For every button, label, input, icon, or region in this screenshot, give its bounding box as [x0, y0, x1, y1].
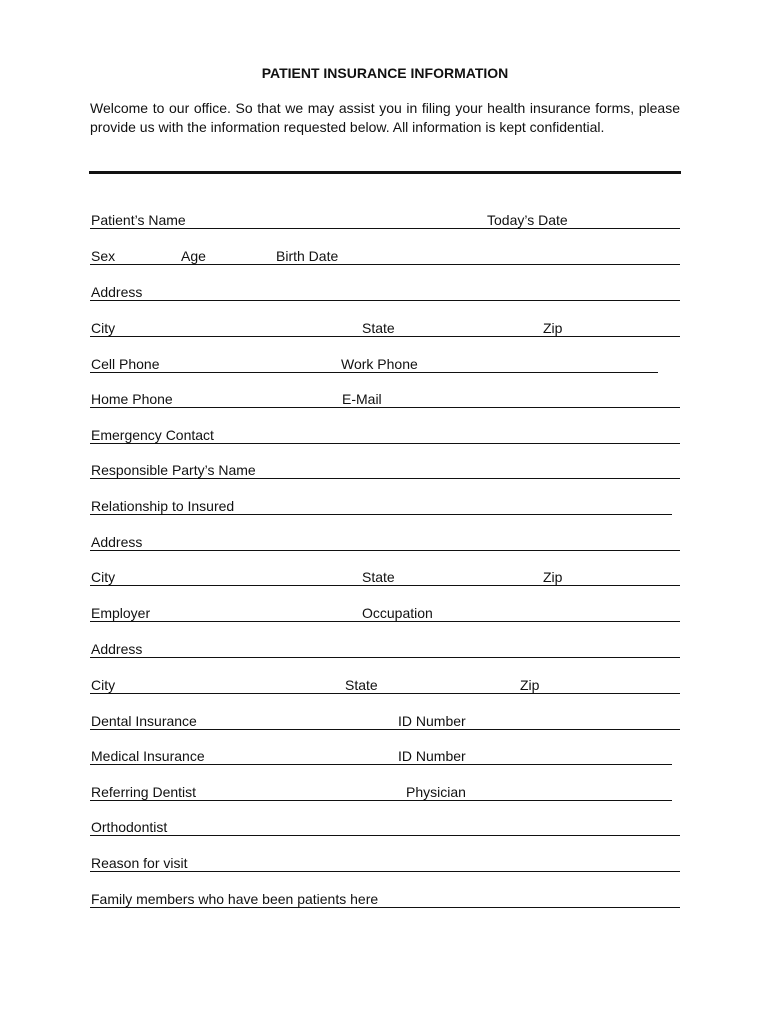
underline: [90, 550, 680, 551]
emergency-contact-row[interactable]: [90, 427, 680, 447]
underline: [90, 871, 680, 872]
responsible-party-label: Responsible Party’s Name: [91, 462, 256, 478]
relationship-row[interactable]: [90, 498, 672, 518]
address-row-2[interactable]: [90, 534, 680, 554]
underline: [90, 657, 680, 658]
state-label: State: [362, 569, 395, 585]
relationship-label: Relationship to Insured: [91, 498, 235, 514]
medical-insurance-row[interactable]: [90, 748, 672, 768]
address-label: Address: [91, 641, 143, 657]
city-label: City: [91, 569, 116, 585]
physician-label: Physician: [406, 784, 466, 800]
responsible-party-row[interactable]: [90, 462, 680, 482]
underline: [90, 585, 680, 586]
employer-label: Employer: [91, 605, 151, 621]
address-label: Address: [91, 534, 143, 550]
sex-label: Sex: [91, 248, 116, 264]
cell-work-phone-row[interactable]: [90, 356, 658, 376]
medical-insurance-label: Medical Insurance: [91, 748, 205, 764]
dental-insurance-label: Dental Insurance: [91, 713, 197, 729]
address-row-3[interactable]: [90, 641, 680, 661]
referring-dentist-label: Referring Dentist: [91, 784, 197, 800]
zip-label: Zip: [520, 677, 540, 693]
birth-date-label: Birth Date: [276, 248, 339, 264]
id-number-label: ID Number: [398, 748, 466, 764]
work-phone-label: Work Phone: [341, 356, 418, 372]
patient-name-row[interactable]: [90, 212, 680, 232]
underline: [90, 407, 680, 408]
employer-occupation-row[interactable]: [90, 605, 680, 625]
home-phone-label: Home Phone: [91, 391, 173, 407]
underline: [90, 907, 680, 908]
reason-for-visit-row[interactable]: [90, 855, 680, 875]
referring-dentist-row[interactable]: [90, 784, 672, 804]
state-label: State: [362, 320, 395, 336]
underline: [90, 835, 680, 836]
address-row[interactable]: [90, 284, 680, 304]
zip-label: Zip: [543, 320, 563, 336]
email-label: E-Mail: [342, 391, 382, 407]
orthodontist-row[interactable]: [90, 819, 680, 839]
underline: [90, 693, 680, 694]
state-label: State: [345, 677, 378, 693]
emergency-contact-label: Emergency Contact: [91, 427, 214, 443]
dental-insurance-row[interactable]: [90, 713, 680, 733]
underline: [90, 478, 680, 479]
family-members-row[interactable]: [90, 891, 680, 911]
underline: [90, 372, 658, 373]
underline: [90, 264, 680, 265]
underline: [90, 514, 672, 515]
underline: [90, 764, 672, 765]
form-title: PATIENT INSURANCE INFORMATION: [261, 65, 509, 81]
intro-paragraph: Welcome to our office. So that we may assist you in filing your health insurance forms, please provide us with the information requested below. All information is kept confidential.: [90, 100, 680, 135]
cell-phone-label: Cell Phone: [91, 356, 160, 372]
city-state-zip-row-2[interactable]: [90, 569, 680, 589]
city-label: City: [91, 320, 116, 336]
underline: [90, 228, 680, 229]
age-label: Age: [181, 248, 206, 264]
home-phone-email-row[interactable]: [90, 391, 680, 411]
zip-label: Zip: [543, 569, 563, 585]
patient-name-label: Patient’s Name: [91, 212, 186, 228]
todays-date-label: Today’s Date: [487, 212, 568, 228]
underline: [90, 336, 680, 337]
underline: [90, 800, 672, 801]
underline: [90, 300, 680, 301]
underline: [90, 443, 680, 444]
address-label: Address: [91, 284, 143, 300]
underline: [90, 621, 680, 622]
reason-for-visit-label: Reason for visit: [91, 855, 188, 871]
city-state-zip-row-3[interactable]: [90, 677, 680, 697]
underline: [90, 729, 680, 730]
city-label: City: [91, 677, 116, 693]
city-state-zip-row[interactable]: [90, 320, 680, 340]
occupation-label: Occupation: [362, 605, 433, 621]
orthodontist-label: Orthodontist: [91, 819, 168, 835]
sex-age-birthdate-row[interactable]: [90, 248, 680, 268]
header-divider: [89, 171, 681, 174]
id-number-label: ID Number: [398, 713, 466, 729]
family-members-label: Family members who have been patients here: [91, 891, 379, 907]
